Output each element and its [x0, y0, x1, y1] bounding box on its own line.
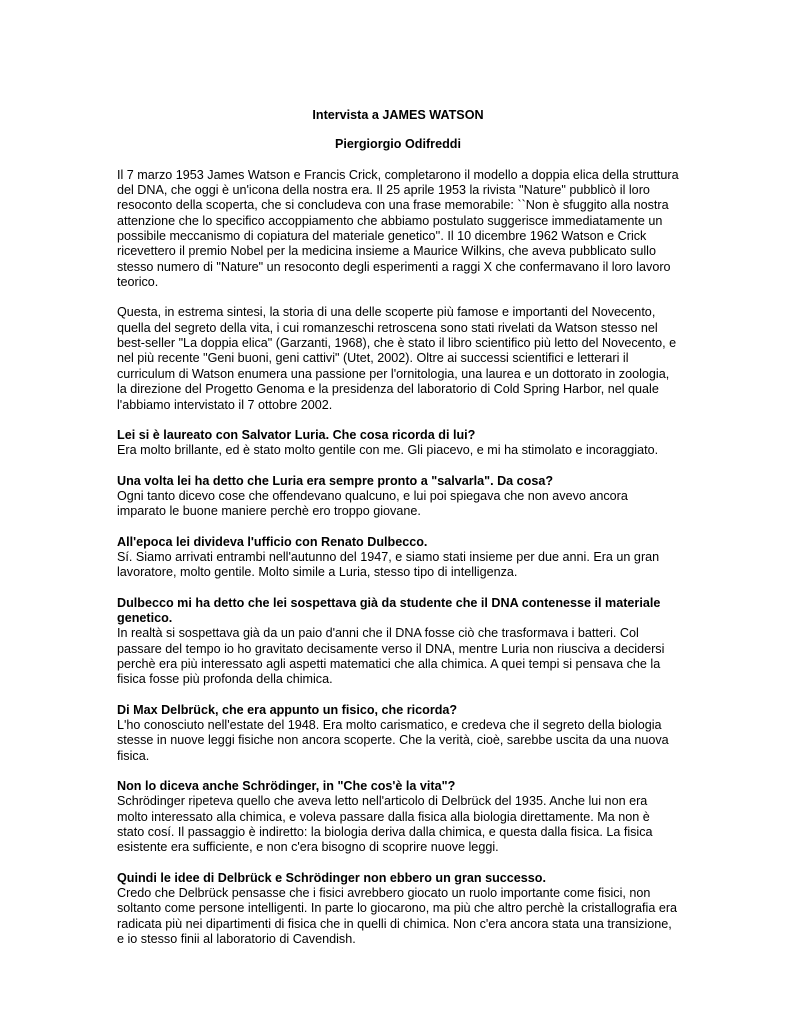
qa-block [117, 779, 679, 856]
question-text: Di Max Delbrück, che era appunto un fisico, che ricorda? [117, 702, 458, 717]
question-text: All'epoca lei divideva l'ufficio con Renato Dulbecco. [117, 534, 428, 549]
document-title: Intervista a JAMES WATSON [312, 108, 484, 122]
answer-text: Credo che Delbrück pensasse che i fisici avrebbero giocato un ruolo importante come fisici, non soltanto come persone intelligenti. In parte lo giocarono, ma più che altro perchè la cristallografia era radicata più nei dipartimenti di fisica che in quelli di chimica. Non c'era ancora stata una transizione, e io stesso finii al laboratorio di Cavendish. [117, 886, 678, 947]
answer-text: Era molto brillante, ed è stato molto gentile con me. Gli piacevo, e mi ha stimolato e incoraggiato. [117, 443, 659, 458]
qa-block [117, 535, 679, 581]
qa-block [117, 596, 679, 688]
question-text: Una volta lei ha detto che Luria era sempre pronto a "salvarla". Da cosa? [117, 473, 554, 488]
answer-text: Sí. Siamo arrivati entrambi nell'autunno del 1947, e siamo stati insieme per due anni. Era un gran lavoratore, molto gentile. Molto simile a Luria, stesso tipo di intelligenza. [117, 549, 660, 580]
intro-paragraph: Il 7 marzo 1953 James Watson e Francis Crick, completarono il modello a doppia elica della struttura del DNA, che oggi è un'icona della nostra era. Il 25 aprile 1953 la rivista "Nature" pubblicò il loro resoconto della scoperta, che si concludeva con una frase memorabile: ``Non è sfuggito alla nostra attenzione che lo specifico accoppiamento che abbiamo postulato suggerisce immediatamente un possibile meccanismo di copiatura del materiale genetico''. Il 10 dicembre 1962 Watson e Crick ricevettero il premio Nobel per la medicina insieme a Maurice Wilkins, che aveva pubblicato sullo stesso numero di "Nature" un resoconto degli esperimenti a raggi X che confermavano il loro lavoro teorico. [117, 167, 679, 290]
document-page [117, 108, 679, 947]
qa-block [117, 474, 679, 520]
qa-block [117, 871, 679, 948]
intro-paragraph: Questa, in estrema sintesi, la storia di una delle scoperte più famose e importanti del Novecento, quella del segreto della vita, i cui romanzeschi retroscena sono stati rivelati da Watson stesso nel best-seller "La doppia elica" (Garzanti, 1968), che è stato il libro scientifico più letto del Novecento, e nel più recente "Geni buoni, geni cattivi" (Utet, 2002). Oltre ai successi scientifici e letterari il curriculum di Watson enumera una passione per l'ornitologia, una laurea e un dottorato in zoologia, la direzione del Progetto Genoma e la presidenza del laboratorio di Cold Spring Harbor, nel quale l'abbiamo intervistato il 7 ottobre 2002. [117, 305, 677, 412]
document-author: Piergiorgio Odifreddi [335, 137, 461, 152]
question-text: Dulbecco mi ha detto che lei sospettava già da studente che il DNA contenesse il materiale genetico. [117, 595, 661, 625]
answer-text: Schrödinger ripeteva quello che aveva letto nell'articolo di Delbrück del 1935. Anche lui non era molto interessato alla chimica, e voleva passare dalla fisica alla biologia direttamente. Ma non è stato cosí. Il passaggio è indiretto: la biologia deriva dalla chimica, e questa dalla fisica. La fisica esistente era sufficiente, e non c'era bisogno di scoprire nuove leggi. [117, 794, 653, 855]
qa-block [117, 428, 679, 459]
qa-block [117, 703, 679, 764]
answer-text: In realtà si sospettava già da un paio d'anni che il DNA fosse ciò che trasformava i batteri. Col passare del tempo io ho gravitato decisamente verso il DNA, mentre Luria non riusciva a decidersi perchè era più interessato agli aspetti matematici che alla chimica. A quei tempi si pensava che la fisica fosse più profonda della chimica. [117, 626, 665, 687]
answer-text: L'ho conosciuto nell'estate del 1948. Era molto carismatico, e credeva che il segreto della biologia stesse in nuove leggi fisiche non ancora scoperte. Che la verità, cioè, sarebbe uscita da una nuova fisica. [117, 718, 669, 763]
answer-text: Ogni tanto dicevo cose che offendevano qualcuno, e lui poi spiegava che non avevo ancora imparato le buone maniere perchè ero troppo giovane. [117, 488, 628, 519]
question-text: Lei si è laureato con Salvator Luria. Che cosa ricorda di lui? [117, 427, 476, 442]
question-text: Non lo diceva anche Schrödinger, in "Che cos'è la vita"? [117, 779, 456, 794]
question-text: Quindi le idee di Delbrück e Schrödinger non ebbero un gran successo. [117, 870, 546, 885]
